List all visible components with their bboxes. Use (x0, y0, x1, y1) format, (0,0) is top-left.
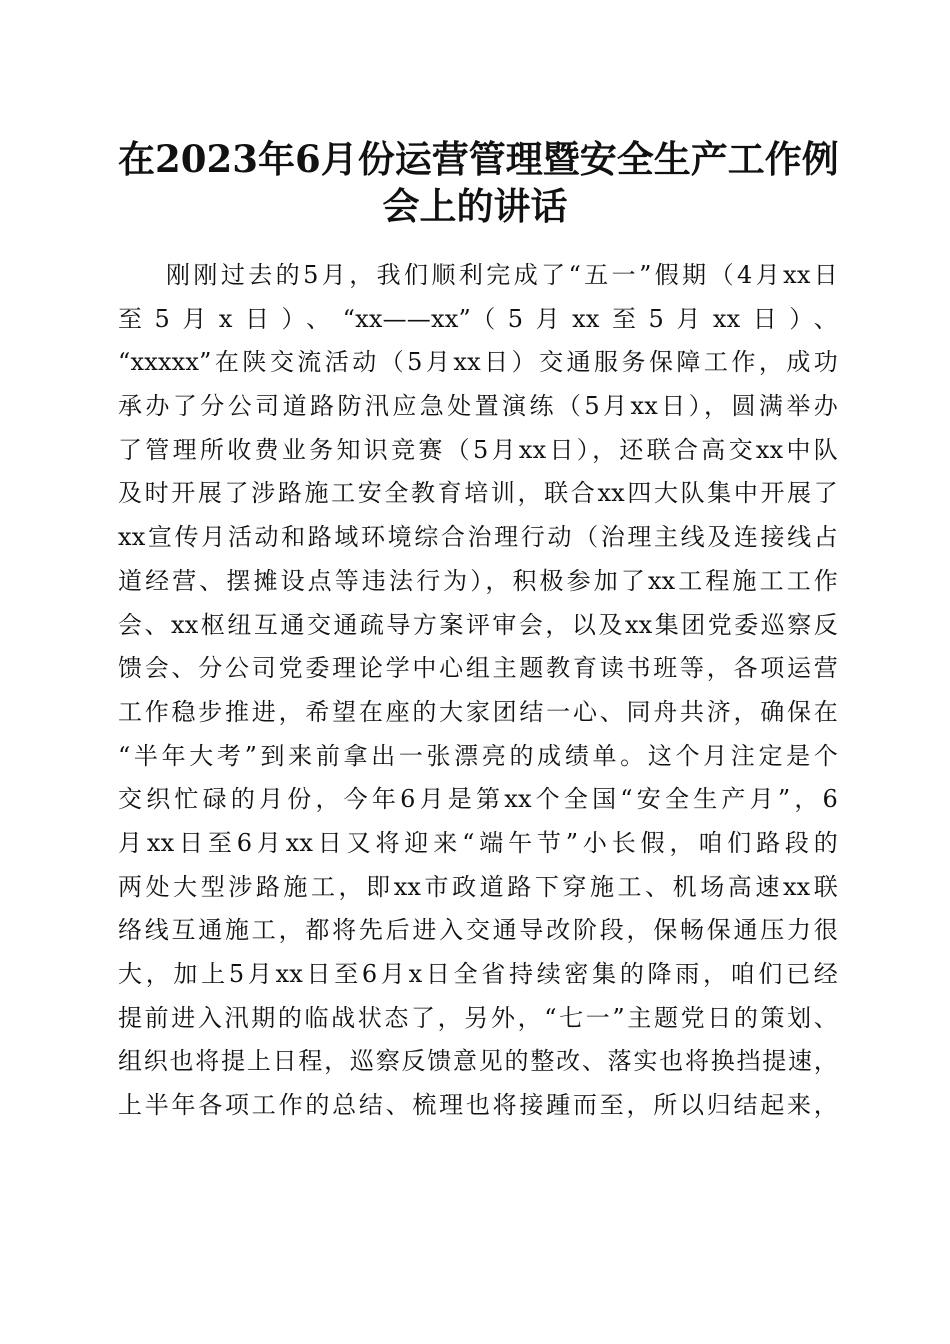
paragraph-line: 两处大型涉路施工，即xx市政道路下穿施工、机场高速xx联 (118, 872, 838, 901)
paragraph-line: 组织也将提上日程，巡察反馈意见的整改、落实也将换挡提速， (118, 1047, 838, 1076)
speech-paragraph (118, 254, 838, 1128)
paragraph-line: 大，加上5月xx日至6月x日全省持续密集的降雨，咱们已经 (118, 960, 838, 988)
paragraph-line: 承办了分公司道路防汛应急处置演练（5月xx日），圆满举办 (118, 392, 838, 421)
paragraph-line: 上半年各项工作的总结、梳理也将接踵而至，所以归结起来， (118, 1091, 838, 1120)
paragraph-line: 了管理所收费业务知识竞赛（5月xx日），还联合高交xx中队 (118, 435, 838, 464)
paragraph-line: 馈会、分公司党委理论学中心组主题教育读书班等，各项运营 (118, 654, 838, 683)
paragraph-line: xx宣传月活动和路域环境综合治理行动（治理主线及连接线占 (118, 523, 838, 552)
paragraph-line: 工作稳步推进，希望在座的大家团结一心、同舟共济，确保在 (118, 697, 838, 726)
paragraph-line: 至5月x日）、“xx——xx”（5月xx至5月xx日）、 (118, 304, 838, 333)
paragraph-line: “xxxxx”在陕交流活动（5月xx日）交通服务保障工作，成功 (118, 348, 838, 377)
title-line-2: 会上的讲话 (382, 184, 568, 228)
paragraph-line: 道经营、摆摊设点等违法行为），积极参加了xx工程施工工作 (118, 566, 838, 595)
title-line-1: 在2023年6月份运营管理暨安全生产工作例 (118, 137, 839, 181)
paragraph-line: 会、xx枢纽互通交通疏导方案评审会，以及xx集团党委巡察反 (118, 610, 838, 639)
paragraph-line: 络线互通施工，都将先后进入交通导改阶段，保畅保通压力很 (118, 916, 838, 945)
paragraph-line: 提前进入汛期的临战状态了，另外，“七一”主题党日的策划、 (118, 1003, 838, 1032)
paragraph-line: 月xx日至6月xx日又将迎来“端午节”小长假，咱们路段的 (118, 828, 838, 857)
document-title (118, 136, 839, 230)
paragraph-line: 刚刚过去的5月，我们顺利完成了“五一”假期（4月xx日 (166, 261, 838, 289)
paragraph-line: 及时开展了涉路施工安全教育培训，联合xx四大队集中开展了 (118, 479, 838, 508)
paragraph-line: 交织忙碌的月份，今年6月是第xx个全国“安全生产月”，6 (118, 785, 838, 814)
paragraph-line: “半年大考”到来前拿出一张漂亮的成绩单。这个月注定是个 (118, 741, 838, 770)
